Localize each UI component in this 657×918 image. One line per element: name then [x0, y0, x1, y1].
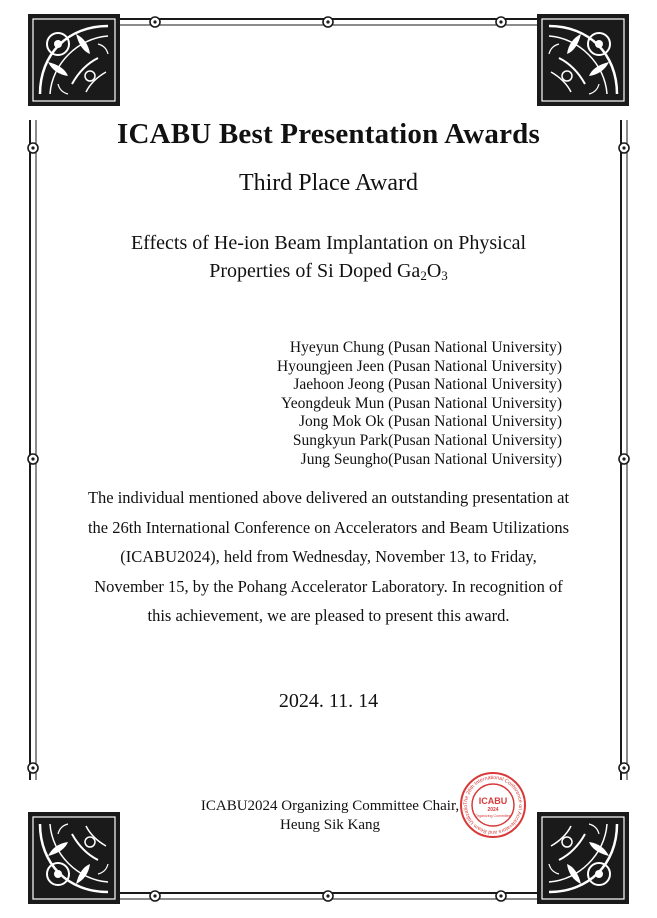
paper-title-line-2: Properties of Si Doped $Ga_2O_3$: [209, 260, 448, 283]
author-name: Sungkyun Park(Pusan National University): [292, 431, 562, 449]
signer-name: Heung Sik Kang: [280, 817, 380, 833]
statement-line: The individual mentioned above delivered an outstanding presentation at: [87, 488, 570, 507]
certificate-title: ICABU Best Presentation Awards: [116, 118, 540, 150]
statement-line: (ICABU2024), held from Wednesday, November 13, to Friday,: [120, 547, 537, 566]
seal-ring-text: The 26th International Conference on Accelerators and Beam Utilizatio: [462, 774, 524, 836]
author-list: [277, 339, 562, 469]
award-date: 2024. 11. 14: [278, 690, 379, 712]
author-name: Yeongdeuk Mun (Pusan National University): [281, 394, 562, 412]
author-name: Hyoungjeen Jeen (Pusan National University): [277, 357, 562, 375]
statement-line: November 15, by the Pohang Accelerator Laboratory. In recognition of: [94, 576, 563, 596]
author-name: Hyeyun Chung (Pusan National University): [289, 339, 562, 356]
official-seal-stamp: [459, 771, 527, 839]
svg-text:2024: 2024: [487, 807, 499, 813]
signer-role: ICABU2024 Organizing Committee Chair,: [200, 798, 460, 814]
statement-line: this achievement, we are pleased to present this award.: [147, 606, 510, 625]
paper-title-line-1: Effects of He-ion Beam Implantation on Physical: [130, 232, 527, 254]
svg-text:ICABU: ICABU: [478, 796, 508, 806]
author-name: Jung Seungho(Pusan National University): [300, 450, 562, 468]
author-name: Jong Mok Ok (Pusan National University): [298, 413, 562, 431]
paper-title: [0, 229, 657, 285]
signature-block: [196, 797, 464, 835]
statement-line: the 26th International Conference on Accelerators and Beam Utilizations: [87, 517, 570, 537]
author-name: Jaehoon Jeong (Pusan National University): [293, 376, 562, 394]
award-place: Third Place Award: [238, 170, 419, 196]
award-statement: [70, 483, 587, 631]
svg-text:Organizing Committee: Organizing Committee: [475, 814, 511, 818]
